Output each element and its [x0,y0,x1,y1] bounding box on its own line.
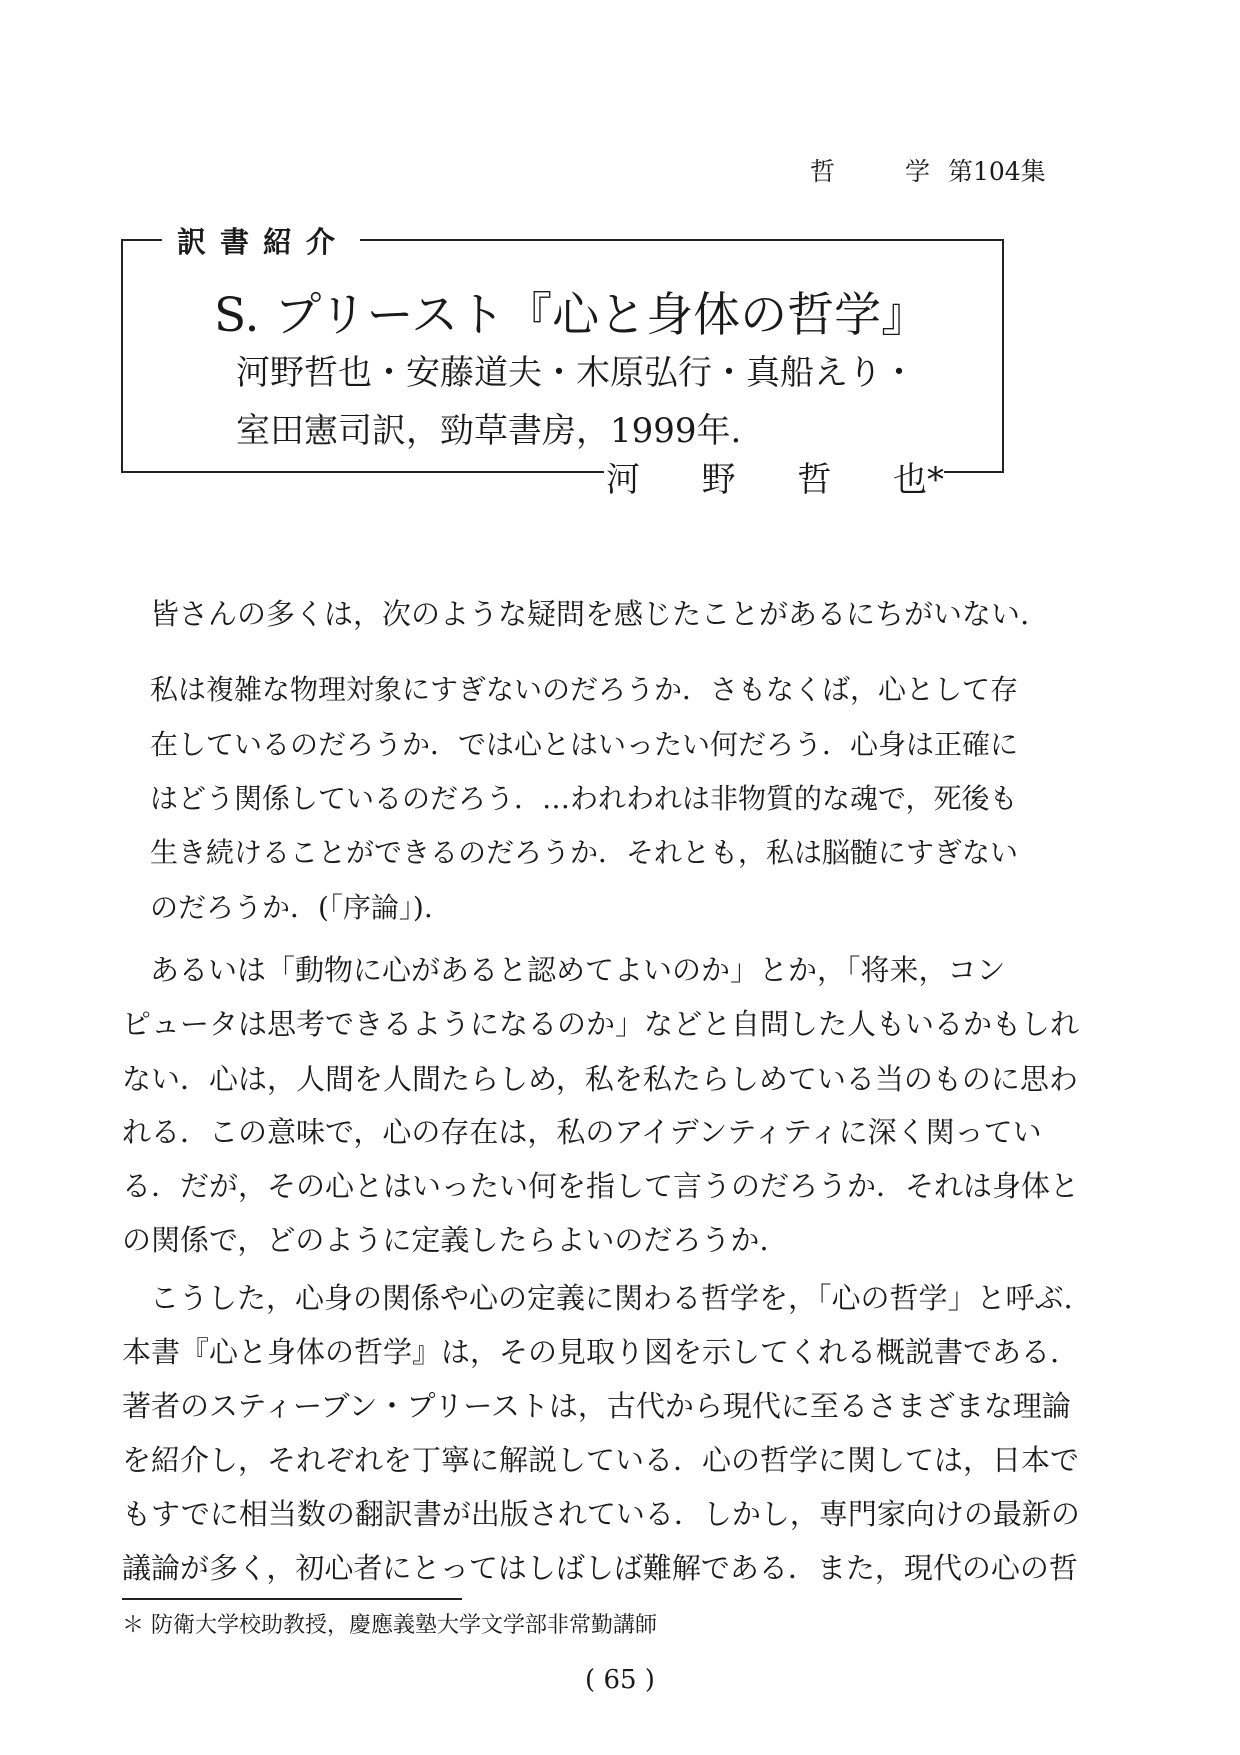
body-line: を紹介し，それぞれを丁寧に解説している．心の哲学に関しては，日本で [122,1443,1080,1477]
body-line: れる．この意味で，心の存在は，私のアイデンティティに深く関ってい [122,1115,1042,1149]
body-line: 著者のスティーブン・プリーストは，古代から現代に至るさまざまな理論 [122,1389,1071,1423]
section-label: 訳書紹介 [177,225,350,259]
book-title: S. プリースト『心と身体の哲学』 [214,288,929,343]
translators-line-2: 室田憲司訳，勁草書房，1999年. [236,411,742,451]
reviewer-char: 野 [701,460,736,500]
body-line: こうした，心身の関係や心の定義に関わる哲学を，「心の哲学」と呼ぶ. [150,1281,1073,1315]
body-line: る．だが，その心とはいったい何を指して言うのだろうか．それは身体と [122,1169,1080,1203]
page-number: ( 65 ) [585,1665,655,1695]
box-border-bottom-right [944,471,1004,473]
quote-line: 生き続けることができるのだろうか．それとも，私は脳髄にすぎない [150,836,1019,869]
body-line: の関係で，どのように定義したらよいのだろうか. [122,1223,769,1257]
translators-line-1: 河野哲也・安藤道夫・木原弘行・真船えり・ [236,353,916,393]
quote-line: 在しているのだろうか．では心とはいったい何だろう．心身は正確に [150,728,1019,761]
body-line: 議論が多く，初心者にとってはしばしば難解である．また，現代の心の哲 [122,1551,1078,1585]
journal-name-part2: 学 [905,157,931,186]
body-line: ピュータは思考できるようになるのか」などと自問した人もいるかもしれ [122,1007,1080,1041]
reviewer-char: 也* [892,460,944,500]
body-line: もすでに相当数の翻訳書が出版されている．しかし，専門家向けの最新の [122,1497,1080,1531]
reviewer-name [606,452,944,501]
running-header [0,152,1240,192]
box-border-left [121,239,123,473]
box-border-bottom-left [121,471,604,473]
body-line: あるいは「動物に心があると認めてよいのか」とか，「将来，コン [150,953,1006,987]
footnote: ＊ 防衛大学校助教授，慶應義塾大学文学部非常勤講師 [122,1613,657,1638]
reviewer-char: 哲 [797,460,832,500]
box-border-top-left [121,239,162,241]
quote-line: 私は複雑な物理対象にすぎないのだろうか．さもなくば，心として存 [150,673,1019,706]
quote-line: はどう関係しているのだろう．…われわれは非物質的な魂で，死後も [150,782,1018,815]
box-border-top-right [360,239,1003,241]
body-line: ない．心は，人間を人間たらしめ，私を私たらしめている当のものに思わ [122,1062,1078,1096]
box-border-right [1002,239,1004,472]
quote-line: のだろうか．(「序論」). [150,891,433,924]
footnote-rule [122,1598,462,1600]
reviewer-char: 河 [606,460,640,500]
intro-paragraph: 皆さんの多くは，次のような疑問を感じたことがあるにちがいない. [150,597,1030,631]
body-line: 本書『心と身体の哲学』は，その見取り図を示してくれる概説書である. [122,1335,1060,1369]
journal-volume: 第104集 [948,157,1046,186]
journal-name-part1: 哲 [810,157,836,186]
